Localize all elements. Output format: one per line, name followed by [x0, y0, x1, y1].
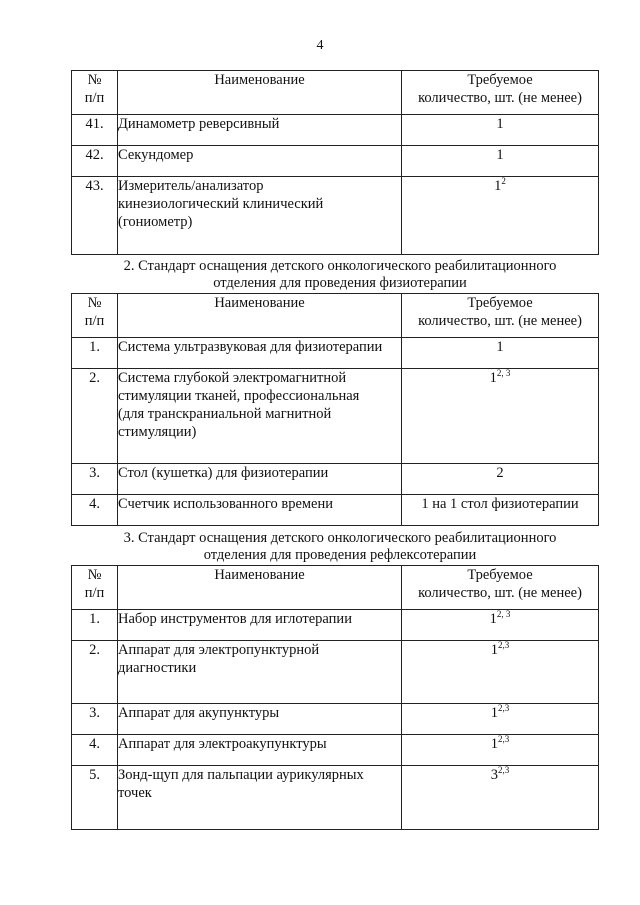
row-quantity: 3$^{2,3}$: [402, 766, 599, 830]
table-row: [72, 641, 599, 704]
row-name: Измеритель/анализатор кинезиологический клинический (гониометр): [118, 177, 402, 255]
table-row: [72, 766, 599, 830]
footnote-ref: 2, 3: [496, 368, 511, 378]
row-number: 43.: [72, 177, 118, 255]
equipment-table-1: [71, 70, 599, 255]
table-row: [72, 610, 599, 641]
row-name: Аппарат для акупунктуры: [118, 704, 402, 735]
row-quantity: 1$^{2, 3}$: [402, 369, 599, 464]
row-number: 1.: [72, 610, 118, 641]
table-row: [72, 115, 599, 146]
row-number: 3.: [72, 464, 118, 495]
row-quantity: 1$^{2,3}$: [402, 735, 599, 766]
row-name: Секундомер: [118, 146, 402, 177]
header-name: Наименование: [118, 71, 402, 115]
row-name: Динамометр реверсивный: [118, 115, 402, 146]
row-number: 3.: [72, 704, 118, 735]
table-row: [72, 338, 599, 369]
table-row: [72, 495, 599, 526]
row-number: 4.: [72, 735, 118, 766]
header-quantity: Требуемое количество, шт. (не менее): [402, 294, 599, 338]
row-quantity: 1$^{2,3}$: [402, 641, 599, 704]
row-quantity: 1$^{2,3}$: [402, 704, 599, 735]
footnote-ref: 2,3: [498, 640, 510, 650]
footnote-ref: 2,3: [498, 765, 510, 775]
row-quantity: $1^2$: [402, 177, 599, 255]
row-number: 41.: [72, 115, 118, 146]
table-header-row: [72, 294, 599, 338]
row-name: Система глубокой электромагнитной стимуляции тканей, профессиональная (для транскраниальной магнитной стимуляции): [118, 369, 402, 464]
header-number: № п/п: [72, 294, 118, 338]
row-quantity: 1 на 1 стол физиотерапии: [402, 495, 599, 526]
header-name: Наименование: [118, 294, 402, 338]
row-name: Аппарат для электропунктурной диагностики: [118, 641, 402, 704]
row-name: Стол (кушетка) для физиотерапии: [118, 464, 402, 495]
row-name: Зонд-щуп для пальпации аурикулярных точек: [118, 766, 402, 830]
row-quantity: 1: [402, 338, 599, 369]
table-row: [72, 146, 599, 177]
row-number: 2.: [72, 641, 118, 704]
footnote-ref: 2: [501, 176, 506, 186]
row-name: Набор инструментов для иглотерапии: [118, 610, 402, 641]
table-row: [72, 369, 599, 464]
row-name: Счетчик использованного времени: [118, 495, 402, 526]
row-quantity: 1: [402, 115, 599, 146]
section-3-title: 3. Стандарт оснащения детского онкологического реабилитационного отделения для проведения рефлексотерапии: [123, 530, 557, 563]
table-row: [72, 735, 599, 766]
equipment-table-3: [71, 565, 599, 830]
section-2-title: 2. Стандарт оснащения детского онкологического реабилитационного отделения для проведения физиотерапии: [123, 258, 557, 291]
header-name: Наименование: [118, 566, 402, 610]
header-number: № п/п: [72, 71, 118, 115]
row-quantity: 2: [402, 464, 599, 495]
header-quantity: Требуемое количество, шт. (не менее): [402, 71, 599, 115]
row-number: 42.: [72, 146, 118, 177]
row-name: Аппарат для электроакупунктуры: [118, 735, 402, 766]
table-header-row: [72, 566, 599, 610]
page-number: 4: [316, 38, 324, 53]
table-row: [72, 464, 599, 495]
header-number: № п/п: [72, 566, 118, 610]
row-name: Система ультразвуковая для физиотерапии: [118, 338, 402, 369]
row-number: 2.: [72, 369, 118, 464]
table-header-row: [72, 71, 599, 115]
row-number: 1.: [72, 338, 118, 369]
header-quantity: Требуемое количество, шт. (не менее): [402, 566, 599, 610]
row-number: 5.: [72, 766, 118, 830]
row-quantity: 1$^{2, 3}$: [402, 610, 599, 641]
footnote-ref: 2, 3: [496, 609, 511, 619]
footnote-ref: 2,3: [498, 734, 510, 744]
row-quantity: 1: [402, 146, 599, 177]
row-number: 4.: [72, 495, 118, 526]
table-row: [72, 177, 599, 255]
equipment-table-2: [71, 293, 599, 526]
table-row: [72, 704, 599, 735]
footnote-ref: 2,3: [498, 703, 510, 713]
